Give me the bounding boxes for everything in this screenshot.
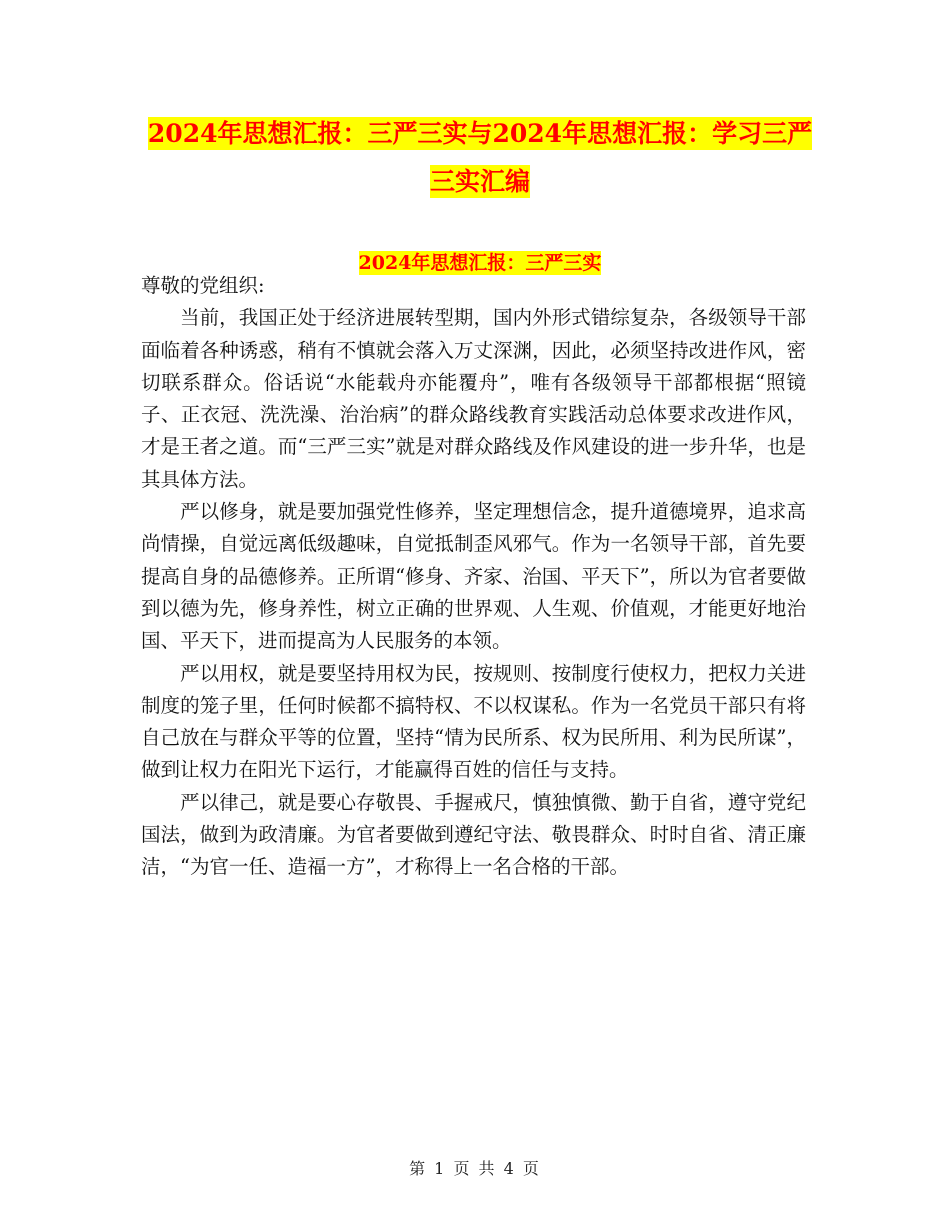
paragraph: 严以修身，就是要加强党性修养，坚定理想信念，提升道德境界，追求高尚情操，自觉远离低级趣味，自觉抵制歪风邪气。作为一名领导干部，首先要提高自身的品德修养。正所谓“修身、齐家、治国、平天下”，所以为官者要做到以德为先，修身养性，树立正确的世界观、人生观、价值观，才能更好地治国、平天下，进而提高为人民服务的本领。: [141, 500, 806, 653]
document-body: [141, 270, 806, 884]
paragraph: 当前，我国正处于经济进展转型期，国内外形式错综复杂，各级领导干部面临着各种诱惑，稍有不慎就会落入万丈深渊，因此，必须坚持改进作风，密切联系群众。俗话说“水能载舟亦能覆舟”，唯有各级领导干部都根据“照镜子、正衣冠、洗洗澡、治治病”的群众路线教育实践活动总体要求改进作风，才是王者之道。而“三严三实”就是对群众路线及作风建设的进一步升华，也是其具体方法。: [141, 306, 806, 491]
paragraph: 严以用权，就是要坚持用权为民，按规则、按制度行使权力，把权力关进制度的笼子里，任何时候都不搞特权、不以权谋私。作为一名党员干部只有将自己放在与群众平等的位置，坚持“情为民所系、权为民所用、利为民所谋”，做到让权力在阳光下运行，才能赢得百姓的信任与支持。: [141, 661, 806, 782]
document-title-text: 2024年思想汇报：三严三实与2024年思想汇报：学习三严三实汇编: [147, 119, 813, 196]
document-title: [140, 110, 820, 206]
paragraph: 严以律己，就是要心存敬畏、手握戒尺，慎独慎微、勤于自省，遵守党纪国法，做到为政清廉。为官者要做到遵纪守法、敬畏群众、时时自省、清正廉洁，“为官一任、造福一方”，才称得上一名合格的干部。: [141, 790, 806, 879]
salutation: 尊敬的党组织:: [141, 274, 265, 297]
section-title-text: 2024年思想汇报：三严三实: [358, 252, 602, 274]
page-footer: 第 1 页 共 4 页: [409, 1159, 541, 1178]
